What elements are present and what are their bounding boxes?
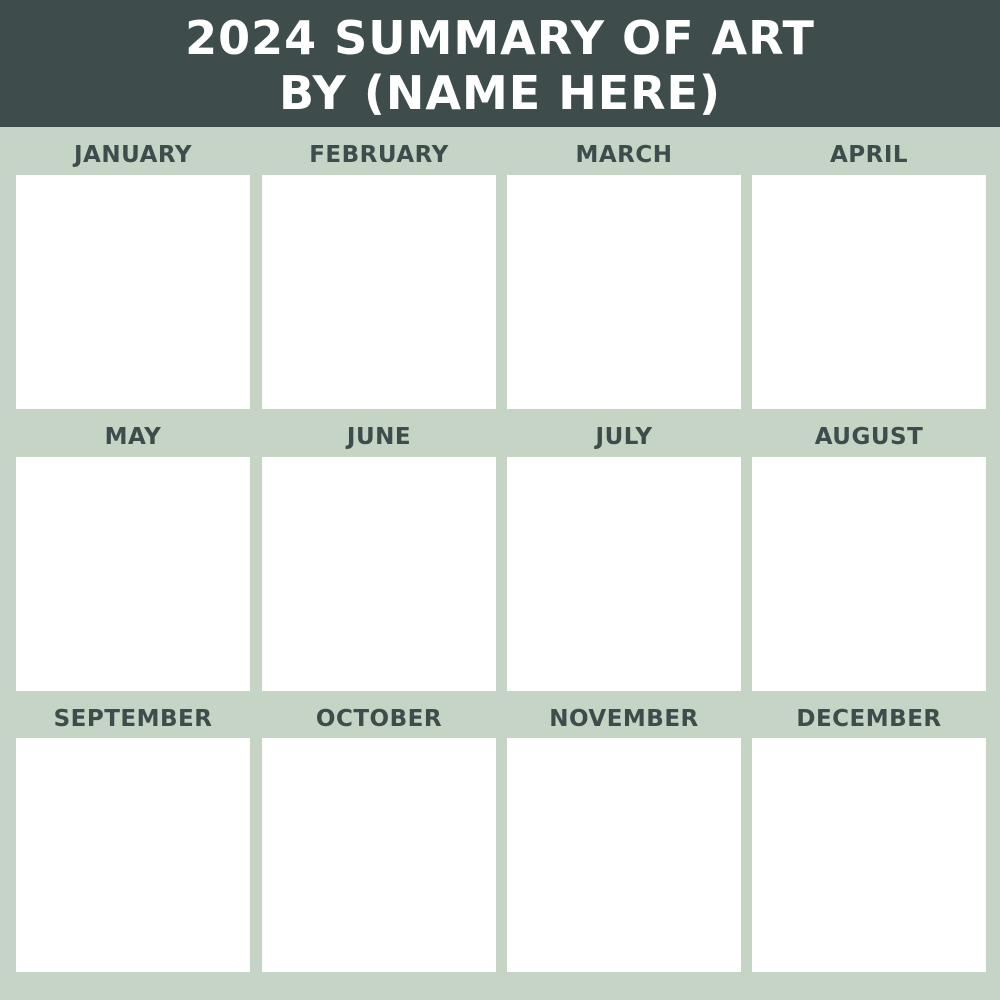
month-label-february: FEBRUARY	[309, 142, 449, 168]
art-slot-january[interactable]	[16, 175, 250, 409]
art-slot-april[interactable]	[752, 175, 986, 409]
art-slot-march[interactable]	[507, 175, 741, 409]
art-slot-june[interactable]	[262, 457, 496, 691]
month-label-november: NOVEMBER	[549, 706, 699, 732]
art-slot-august[interactable]	[752, 457, 986, 691]
art-slot-november[interactable]	[507, 738, 741, 972]
art-slot-september[interactable]	[16, 738, 250, 972]
art-slot-may[interactable]	[16, 457, 250, 691]
title-banner	[0, 0, 1000, 127]
art-slot-december[interactable]	[752, 738, 986, 972]
art-slot-october[interactable]	[262, 738, 496, 972]
page-subtitle: BY (NAME HERE)	[279, 66, 721, 120]
month-label-april: APRIL	[829, 142, 909, 168]
month-label-september: SEPTEMBER	[53, 706, 213, 732]
month-label-august: AUGUST	[814, 424, 924, 450]
month-label-june: JUNE	[346, 424, 412, 450]
month-label-october: OCTOBER	[315, 706, 443, 732]
art-slot-february[interactable]	[262, 175, 496, 409]
month-label-march: MARCH	[575, 142, 673, 168]
art-slot-july[interactable]	[507, 457, 741, 691]
month-label-december: DECEMBER	[796, 706, 942, 732]
month-label-may: MAY	[104, 424, 162, 450]
month-label-july: JULY	[595, 424, 653, 450]
month-label-january: JANUARY	[74, 142, 192, 168]
page-title: 2024 SUMMARY OF ART	[185, 11, 815, 65]
